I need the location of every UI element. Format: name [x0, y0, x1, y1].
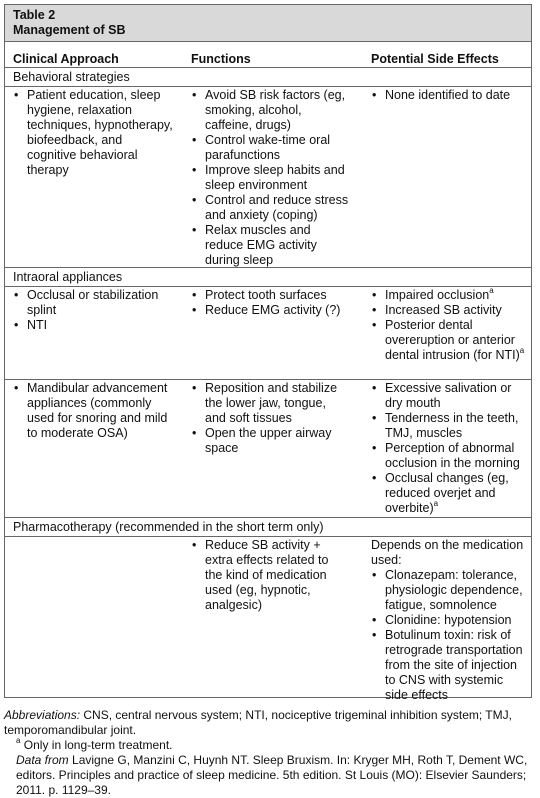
- splint-side-effects-cell: [371, 285, 529, 363]
- list-item: • Clonidine: hypotension: [371, 613, 529, 628]
- divider: [5, 267, 531, 268]
- splint-approach-cell: [13, 288, 173, 333]
- mandibular-functions-cell: [191, 381, 349, 456]
- divider: [5, 517, 531, 518]
- list-item: • Increased SB activity: [371, 303, 529, 318]
- list-item: • Botulinum toxin: risk of retrograde transportation from the site of injection to CNS with systemic side effects: [371, 628, 529, 703]
- list-item: • Reduce EMG activity (?): [191, 303, 349, 318]
- abbreviations-note: [4, 708, 534, 738]
- table-frame: [4, 4, 532, 702]
- source-text: Lavigne G, Manzini C, Huynh NT. Sleep Bruxism. In: Kryger MH, Roth T, Dement WC, editors. Principles and practice of sleep medicine. 5th edition. St Louis (MO): Elsevier Saunders; 2011. p. 1129–39.: [16, 753, 528, 797]
- divider: [5, 86, 531, 87]
- footnote-marker: a: [489, 285, 494, 295]
- list-item: • Protect tooth surfaces: [191, 288, 349, 303]
- list-item: • Occlusal or stabilization splint: [13, 288, 173, 318]
- pharma-functions-cell: [191, 538, 349, 613]
- table-title-bar: [5, 5, 531, 42]
- header-functions: Functions: [191, 52, 251, 66]
- side-effect-text: Occlusal changes (eg, reduced overjet and overbite): [385, 471, 509, 515]
- section-pharmacotherapy: Pharmacotherapy (recommended in the short term only): [13, 520, 324, 534]
- list-item: • Reduce SB activity + extra effects related to the kind of medication used (eg, hypnotic, analgesic): [191, 538, 349, 613]
- list-item: • Relax muscles and reduce EMG activity during sleep: [191, 223, 349, 268]
- footnote: [4, 738, 534, 753]
- mandibular-approach-cell: [13, 381, 173, 441]
- list-item: [371, 471, 529, 516]
- header-divider: [5, 67, 531, 68]
- list-item: • Perception of abnormal occlusion in the morning: [371, 441, 529, 471]
- header-side-effects: Potential Side Effects: [371, 52, 499, 66]
- footnote-marker: a: [433, 498, 439, 508]
- table-label: Table 2: [13, 8, 56, 22]
- divider: [5, 379, 531, 380]
- section-intraoral: Intraoral appliances: [13, 270, 123, 284]
- footnote-mark: a: [16, 736, 21, 745]
- pharma-side-effects-cell: [371, 538, 529, 703]
- list-item: • Mandibular advancement appliances (commonly used for snoring and mild to moderate OSA): [13, 381, 173, 441]
- list-item: [371, 318, 529, 363]
- side-effect-intro: Depends on the medication used:: [371, 538, 524, 567]
- behavioral-approach-cell: [13, 88, 173, 178]
- footnote-marker: a: [519, 345, 525, 355]
- footnote-text: Only in long-term treatment.: [20, 738, 173, 752]
- side-effect-text: Impaired occlusion: [385, 288, 490, 302]
- source-label: Data from: [16, 753, 69, 767]
- mandibular-side-effects-cell: [371, 381, 529, 516]
- header-clinical-approach: Clinical Approach: [13, 52, 119, 66]
- behavioral-side-effects-cell: [371, 88, 529, 103]
- abbreviations-label: Abbreviations:: [4, 708, 81, 722]
- section-behavioral: Behavioral strategies: [13, 70, 130, 84]
- list-item: • Improve sleep habits and sleep environment: [191, 163, 349, 193]
- list-item: • NTI: [13, 318, 173, 333]
- list-item: • Control and reduce stress and anxiety (coping): [191, 193, 349, 223]
- list-item: • Tenderness in the teeth, TMJ, muscles: [371, 411, 529, 441]
- list-item: • Patient education, sleep hygiene, relaxation techniques, hypnotherapy, biofeedback, and cognitive behavioral therapy: [13, 88, 173, 178]
- list-item: • Excessive salivation or dry mouth: [371, 381, 529, 411]
- list-item: • Reposition and stabilize the lower jaw, tongue, and soft tissues: [191, 381, 349, 426]
- list-item: • None identified to date: [371, 88, 529, 103]
- behavioral-functions-cell: [191, 88, 349, 268]
- table-footer: [4, 708, 534, 798]
- list-item: • Control wake-time oral parafunctions: [191, 133, 349, 163]
- splint-functions-cell: [191, 288, 349, 318]
- list-item: [371, 285, 529, 303]
- list-item: • Clonazepam: tolerance, physiologic dependence, fatigue, somnolence: [371, 568, 529, 613]
- list-item: • Open the upper airway space: [191, 426, 349, 456]
- abbreviations-text: CNS, central nervous system; NTI, nociceptive trigeminal inhibition system; TMJ, temporomandibular joint.: [4, 708, 512, 737]
- divider: [5, 536, 531, 537]
- side-effect-text: Posterior dental overeruption or anterior dental intrusion (for NTI): [385, 318, 520, 362]
- divider: [5, 286, 531, 287]
- list-item: • Avoid SB risk factors (eg, smoking, alcohol, caffeine, drugs): [191, 88, 349, 133]
- table-title: Management of SB: [13, 23, 126, 37]
- source-note: [4, 753, 534, 798]
